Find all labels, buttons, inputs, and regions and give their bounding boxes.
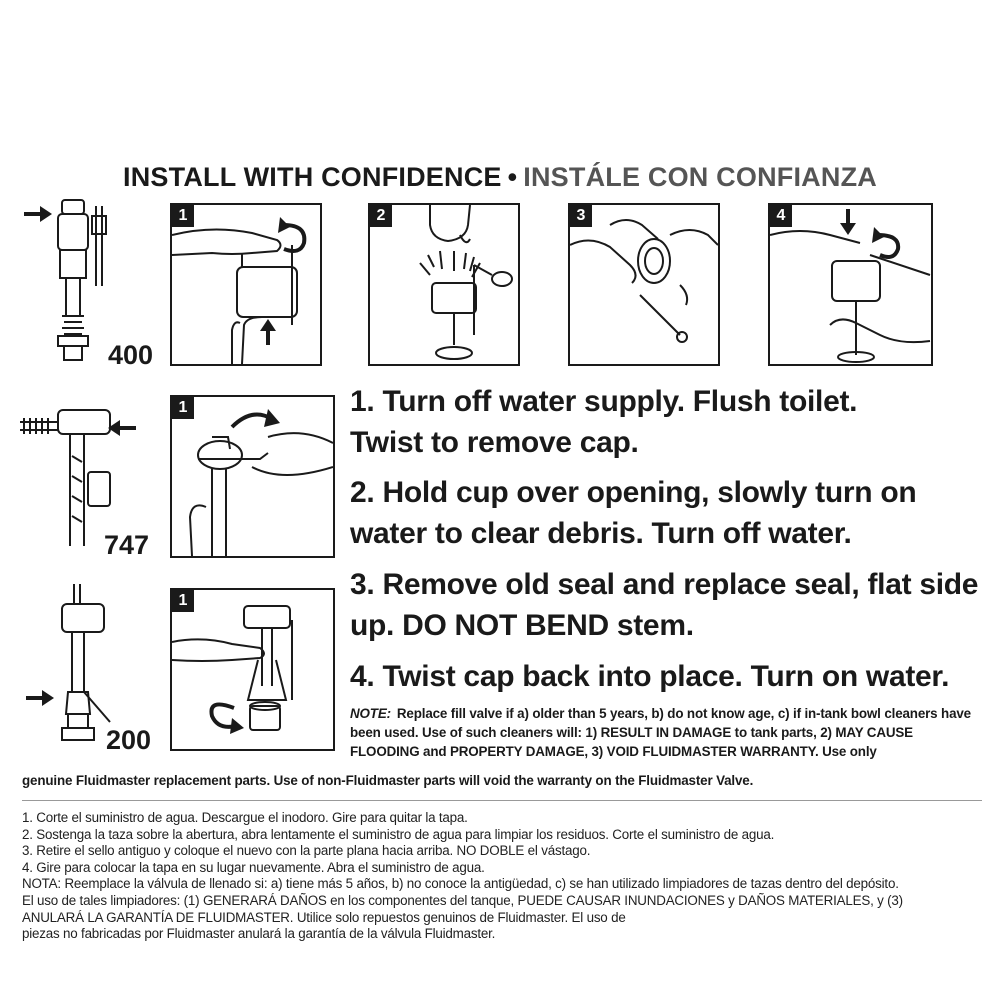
panel-number: 1 (172, 397, 194, 419)
title-spanish: INSTÁLE CON CONFIANZA (523, 162, 877, 192)
title-separator: • (507, 162, 518, 192)
arrow-right-icon (24, 206, 52, 222)
model-label-200: 200 (106, 725, 152, 755)
spanish-line-3: 3. Retire el sello antiguo y coloque el nuevo con la parte plana hacia arriba. NO DOBLE el vástago. (22, 843, 591, 859)
panel-400-step-1 (170, 203, 322, 366)
spanish-instructions (22, 810, 982, 943)
panel-200-step-1 (170, 588, 335, 751)
valve-400-illustration (18, 196, 118, 366)
model-label-400: 400 (108, 340, 154, 370)
step-2-line-2: water to clear debris. Turn off water. (350, 517, 852, 550)
spanish-line-1: 1. Corte el suministro de agua. Descargue el inodoro. Gire para quitar la tapa. (22, 810, 468, 825)
twist-cap-200-illustration (172, 590, 333, 749)
panel-number: 4 (770, 205, 792, 227)
down-arrow-icon (840, 209, 856, 235)
spanish-line-6: El uso de tales limpiadores: (1) GENERARÁ DAÑOS en los componentes del tanque, PUEDE CAUSAR INUNDACIONES y DAÑOS MATERIALES, y (3) (22, 892, 903, 908)
panel-number: 3 (570, 205, 592, 227)
spanish-line-2: 2. Sostenga la taza sobre la abertura, abra lentamente el suministro de agua para limpiar los residuos. Corte el suministro de agua. (22, 826, 775, 842)
step-4-english (350, 656, 990, 697)
warranty-note (350, 704, 985, 761)
arrow-left-icon (108, 420, 136, 436)
step-1-line-2: Twist to remove cap. (350, 426, 639, 459)
panel-400-step-2 (368, 203, 520, 366)
step-3-line-2: up. DO NOT BEND stem. (350, 609, 694, 642)
panel-number: 1 (172, 590, 194, 612)
step-1-english (350, 381, 990, 463)
twist-cap-747-illustration (172, 397, 333, 556)
spanish-line-8: piezas no fabricadas por Fluidmaster anulará la garantía de la válvula Fluidmaster. (22, 926, 496, 942)
arrow-right-icon (26, 690, 54, 706)
spanish-line-5: NOTA: Reemplace la válvula de llenado si: a) tiene más 5 años, b) no conoce la antigüedad, c) se han utilizado limpiadores de tazas dentro del depósito. (22, 876, 899, 892)
warranty-note-tail: genuine Fluidmaster replacement parts. Use of non-Fluidmaster parts will void the warranty on the Fluidmaster Valve. (22, 773, 754, 788)
panel-number: 2 (370, 205, 392, 227)
twist-cap-illustration (172, 205, 320, 364)
step-2-line-1: 2. Hold cup over opening, slowly turn on (350, 476, 917, 509)
panel-747-step-1 (170, 395, 335, 558)
title-english: INSTALL WITH CONFIDENCE (123, 162, 502, 192)
twist-arrow-icon (872, 227, 898, 257)
step-2-english (350, 472, 990, 554)
model-label-747: 747 (104, 530, 150, 560)
panel-400-step-3 (568, 203, 720, 366)
panel-number: 1 (172, 205, 194, 227)
replace-seal-illustration (570, 205, 718, 364)
note-body: Replace fill valve if a) older than 5 years, b) do not know age, c) if in-tank bowl cleaners have been used. Use of such cleaners will: 1) RESULT IN DAMAGE to tank parts, 2) MAY CAUSE FLOODING and PROPERTY DAMAGE, 3) VOID FLUIDMASTER WARRANTY. Use only (350, 706, 971, 759)
clear-debris-illustration (370, 205, 518, 364)
step-3-english (350, 564, 990, 646)
spanish-line-7: ANULARÁ LA GARANTÍA DE FLUIDMASTER. Utilice solo repuestos genuinos de Fluidmaster. El uso de (22, 909, 626, 925)
step-3-line-1: 3. Remove old seal and replace seal, flat side (350, 568, 979, 601)
page-title (0, 162, 1000, 193)
twist-arrow-icon (211, 704, 244, 734)
panel-400-step-4 (768, 203, 933, 366)
up-arrow-icon (260, 319, 276, 345)
twist-arrow-icon (232, 409, 280, 427)
replace-cap-illustration (770, 205, 931, 364)
spanish-line-4: 4. Gire para colocar la tapa en su lugar nuevamente. Abra el suministro de agua. (22, 859, 485, 875)
step-1-line-1: 1. Turn off water supply. Flush toilet. (350, 385, 858, 418)
note-label: NOTE: (350, 706, 391, 721)
step-4-line-1: 4. Twist cap back into place. Turn on water. (350, 660, 950, 693)
section-divider (22, 800, 982, 801)
